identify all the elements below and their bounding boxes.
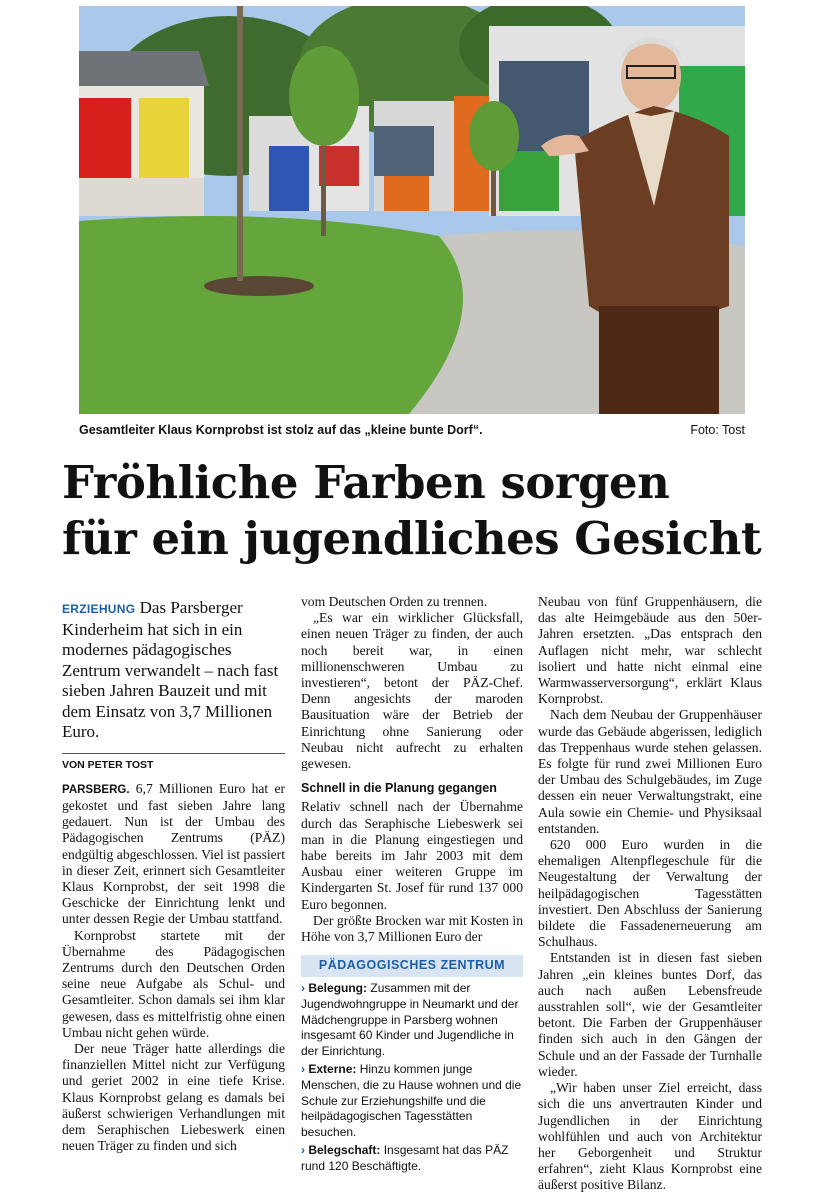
paragraph: 620 000 Euro wurden in die ehemaligen Altenpflegeschule für die Neugestaltung der Verwaltung der heilpädagogischen Tagesstätten investiert. Den Abschluss der Sanierung bildete die Fassadenerneuerung am Schulhaus. bbox=[538, 837, 762, 950]
chevron-right-icon: › bbox=[301, 1062, 305, 1077]
headline-line-1: Fröhliche Farben sorgen bbox=[62, 456, 670, 509]
article-intro bbox=[62, 598, 285, 743]
article-column-1 bbox=[62, 598, 285, 1154]
info-box-title: PÄDAGOGISCHES ZENTRUM bbox=[301, 955, 523, 977]
paragraph: Relativ schnell nach der Übernahme durch das Seraphische Liebeswerk sei man in die Planung eingestiegen und habe bereits im Jahr 2003 mit dem Ausbau einer weiteren Gruppe im Kindergarten St. Josef für rund 137 000 Euro begonnen. bbox=[301, 799, 523, 912]
info-box-item: › Belegung: Zusammen mit der Jugendwohngruppe in Neumarkt und der Mädchengruppe in Parsberg wohnen insgesamt 60 Kinder und Jugendliche in der Einrichtung. bbox=[301, 981, 519, 1059]
section-kicker: ERZIEHUNG bbox=[62, 602, 136, 616]
paragraph: „Wir haben unser Ziel erreicht, dass sich die uns anvertrauten Kinder und Jugendlichen in der Einrichtung wohlfühlen und auch von Architektur her Geborgenheit und Struktur erfahren“, zieht Klaus Kornprobst eine äußerst positive Bilanz. bbox=[538, 1080, 762, 1193]
byline: VON PETER TOST bbox=[62, 753, 285, 773]
article-column-2 bbox=[301, 594, 523, 1177]
dateline: PARSBERG. bbox=[62, 783, 130, 796]
chevron-right-icon: › bbox=[301, 1143, 305, 1158]
info-box bbox=[301, 955, 523, 1174]
paragraph: Der größte Brocken war mit Kosten in Höhe von 3,7 Millionen Euro der bbox=[301, 912, 523, 945]
headline-line-2: für ein jugendliches Gesicht bbox=[62, 512, 762, 565]
subheading: Schnell in die Planung gegangen bbox=[301, 781, 497, 796]
article-column-3 bbox=[538, 594, 762, 1194]
paragraph: „Es war ein wirklicher Glücksfall, einen neuen Träger zu finden, der auch noch bereit war, in einen millionenschweren Umbau zu investieren“, betont der PÄZ-Chef. Denn angesichts der maroden Bausituation wäre der Betrieb der Einrichtung ohne Sanierung oder Neubau nicht aufrecht zu erhalten gewesen. bbox=[301, 610, 523, 772]
info-box-item: › Externe: Hinzu kommen junge Menschen, die zu Hause wohnen und die Schule zur Erziehungshilfe und die heilpädagogischen Tagesstätten besuchen. bbox=[301, 1062, 522, 1140]
intro-text: Das Parsberger Kinderheim hat sich in ein modernes pädagogisches Zentrum verwandelt – nach fast sieben Jahren Bauzeit und mit dem Einsatz von 3,7 Millionen Euro. bbox=[62, 598, 279, 741]
info-box-item: › Belegschaft: Insgesamt hat das PÄZ rund 120 Beschäftigte. bbox=[301, 1143, 509, 1173]
paragraph: Neubau von fünf Gruppenhäusern, die das alte Heimgebäude aus den 50er-Jahren ersetzten. „Das entsprach den Auflagen nicht mehr, war schlecht isoliert und hatte nicht einmal eine Warmwasserversorgung“, erklärt Klaus Kornprobst. bbox=[538, 594, 762, 707]
photo-caption: Gesamtleiter Klaus Kornprobst ist stolz auf das „kleine bunte Dorf“. bbox=[79, 423, 483, 437]
paragraph: Nach dem Neubau der Gruppenhäuser wurde das Gebäude abgerissen, lediglich das Treppenhaus wurde stehen gelassen. Es folgte für rund zwei Millionen Euro der Umbau des Schulgebäudes, im Zuge dessen ein neuer Verwaltungstrakt, eine Aula sowie ein Chemie- und Physiksaal entstanden. bbox=[538, 707, 762, 836]
article-headline bbox=[62, 455, 782, 567]
paragraph: Der neue Träger hatte allerdings die finanziellen Mittel nicht zur Verfügung und geriet 2002 in eine tiefe Krise. Klaus Kornprobst gelang es damals bei äußerst schwierigen Verhandlungen mit dem Seraphischen Liebeswerk einen neuen Träger zu finden und sich bbox=[62, 1040, 285, 1154]
paragraph: Entstanden ist in diesen fast sieben Jahren „ein kleines buntes Dorf, das auch nach außen Lebensfreude ausstrahlen soll“, wie der Gesamtleiter betont. Die Farben der Gruppenhäuser finden sich auch in den Gängen der Schule und an der Fassade der Turnhalle wieder. bbox=[538, 950, 762, 1079]
article-photo bbox=[79, 6, 745, 414]
photo-credit: Foto: Tost bbox=[690, 423, 745, 437]
paragraph: vom Deutschen Orden zu trennen. bbox=[301, 594, 488, 609]
photo-illustration bbox=[79, 6, 745, 414]
paragraph: PARSBERG. 6,7 Millionen Euro hat er gekostet und fast sieben Jahre lang gedauert. Nun ist der Umbau des Pädagogischen Zentrums (PÄZ) endgültig abgeschlossen. Viel ist passiert in dieser Zeit, erinnert sich Gesamtleiter Klaus Kornprobst, der seit 1998 die Geschicke der Einrichtung lenkt und unter dessen Regie der Umbau stattfand. bbox=[62, 780, 286, 927]
paragraph: Kornprobst startete mit der Übernahme des Pädagogischen Zentrums durch den Deutschen Orden seine neue Aufgabe als Schul- und Gesamtleiter. Schon damals sei ihm klar gewesen, dass es mittelfristig ohne einen Umbau nicht gehen würde. bbox=[62, 927, 285, 1040]
chevron-right-icon: › bbox=[301, 981, 305, 996]
